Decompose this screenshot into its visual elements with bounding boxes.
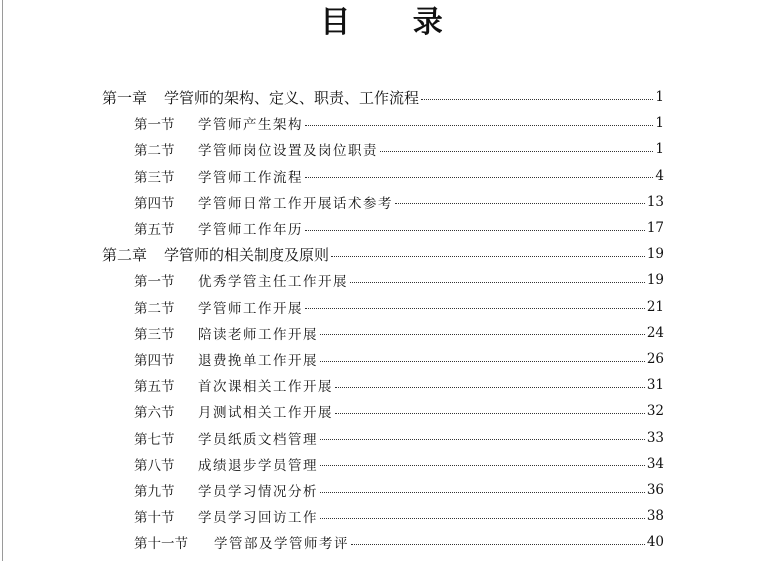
toc-section-entry[interactable]: [134, 372, 664, 398]
toc-entry-title: 学管师岗位设置及岗位职责: [198, 143, 378, 160]
toc-entry-title: 学管师的架构、定义、职责、工作流程: [164, 88, 420, 107]
toc-entry-page-number: 32: [646, 403, 664, 420]
toc-section-entry[interactable]: [134, 267, 664, 293]
toc-chapter-entry[interactable]: [102, 241, 664, 267]
dot-leader: [351, 544, 645, 545]
dot-leader: [395, 203, 645, 204]
toc-entry-page-number: 36: [646, 482, 664, 498]
toc-entry-title: 成绩退步学员管理: [198, 457, 318, 474]
toc-entry-page-number: 24: [646, 324, 664, 341]
toc-chapter-entry[interactable]: [102, 84, 664, 110]
toc-entry-page-number: 19: [646, 272, 664, 289]
toc-entry-number: 第四节: [134, 353, 175, 369]
toc-entry-number: 第三节: [134, 169, 175, 186]
toc-entry-number: 第一节: [134, 274, 175, 291]
dot-leader: [350, 282, 645, 283]
toc-section-entry[interactable]: [134, 136, 664, 162]
toc-entry-page-number: 26: [646, 351, 664, 367]
toc-section-entry[interactable]: [134, 451, 664, 477]
toc-section-entry[interactable]: [134, 110, 664, 136]
toc-entry-page-number: 34: [646, 455, 664, 472]
dot-leader: [305, 177, 653, 178]
toc-entry-title: 学管师工作年历: [198, 222, 303, 238]
toc-section-entry[interactable]: [134, 294, 664, 320]
page-title: 目 录: [320, 5, 469, 40]
toc-entry-page-number: 17: [646, 220, 664, 236]
toc-entry-number: 第三节: [134, 326, 175, 343]
dot-leader: [320, 334, 645, 335]
toc-section-entry[interactable]: [134, 163, 664, 189]
toc-entry-number: 第二节: [134, 143, 175, 160]
toc-entry-title: 学管师工作流程: [198, 169, 303, 186]
toc-entry-number: 第二节: [134, 300, 175, 317]
toc-entry-title: 学管师产生架构: [198, 117, 303, 134]
toc-entry-number: 第十一节: [134, 536, 188, 553]
toc-entry-title: 陪读老师工作开展: [198, 326, 318, 343]
dot-leader: [335, 387, 645, 388]
toc-section-entry[interactable]: [134, 529, 664, 555]
toc-section-entry[interactable]: [134, 189, 664, 215]
toc-entry-title: 学管师工作开展: [198, 300, 303, 317]
dot-leader: [421, 99, 653, 100]
dot-leader: [380, 151, 653, 152]
toc-entry-title: 学员纸质文档管理: [198, 431, 318, 448]
toc-entry-page-number: 19: [646, 246, 664, 263]
toc-entry-title: 优秀学管主任工作开展: [198, 274, 348, 291]
dot-leader: [320, 439, 645, 440]
toc-entry-page-number: 1: [655, 115, 664, 132]
toc-entry-number: 第一章: [102, 88, 148, 107]
toc-section-entry[interactable]: [134, 503, 664, 529]
toc-section-entry[interactable]: [134, 346, 664, 372]
toc-entry-number: 第九节: [134, 484, 175, 500]
toc-entry-page-number: 1: [655, 141, 664, 158]
toc-entry-number: 第六节: [134, 405, 175, 422]
toc-entry-title: 学管师的相关制度及原则: [164, 245, 330, 264]
dot-leader: [320, 492, 645, 493]
toc-entry-title: 学管师日常工作开展话术参考: [198, 195, 393, 212]
dot-leader: [305, 230, 645, 231]
toc-entry-number: 第八节: [134, 457, 175, 474]
toc-entry-title: 学员学习情况分析: [198, 484, 318, 500]
dot-leader: [320, 361, 645, 362]
dot-leader: [305, 308, 645, 309]
toc-entry-page-number: 33: [646, 429, 664, 446]
toc-section-entry[interactable]: [134, 477, 664, 503]
dot-leader: [305, 125, 653, 126]
toc-section-entry[interactable]: [134, 320, 664, 346]
toc-entry-number: 第十节: [134, 510, 175, 527]
toc-entry-page-number: 31: [646, 377, 664, 394]
toc-entry-page-number: 38: [646, 508, 664, 525]
toc-entry-title: 首次课相关工作开展: [198, 379, 333, 396]
dot-leader: [320, 465, 645, 466]
toc-entry-page-number: 1: [655, 89, 664, 105]
dot-leader: [331, 256, 645, 257]
toc-entry-number: 第四节: [134, 195, 175, 212]
toc-entry-page-number: 40: [646, 534, 664, 551]
toc-entry-page-number: 21: [646, 298, 664, 315]
toc-section-entry[interactable]: [134, 215, 664, 241]
toc-entry-number: 第七节: [134, 431, 175, 448]
toc-section-entry[interactable]: [134, 398, 664, 424]
toc-entry-number: 第五节: [134, 222, 175, 238]
toc-entry-page-number: 4: [655, 167, 664, 184]
toc-entry-number: 第二章: [102, 245, 148, 264]
toc-entry-number: 第五节: [134, 379, 175, 396]
toc-entry-title: 学管部及学管师考评: [214, 536, 349, 553]
dot-leader: [320, 518, 645, 519]
toc-entry-page-number: 13: [646, 193, 664, 210]
dot-leader: [335, 413, 645, 414]
toc-entry-number: 第一节: [134, 117, 175, 134]
toc-section-entry[interactable]: [134, 425, 664, 451]
toc-entry-title: 月测试相关工作开展: [198, 405, 333, 422]
toc-entry-title: 退费挽单工作开展: [198, 353, 318, 369]
toc-entry-title: 学员学习回访工作: [198, 510, 318, 527]
